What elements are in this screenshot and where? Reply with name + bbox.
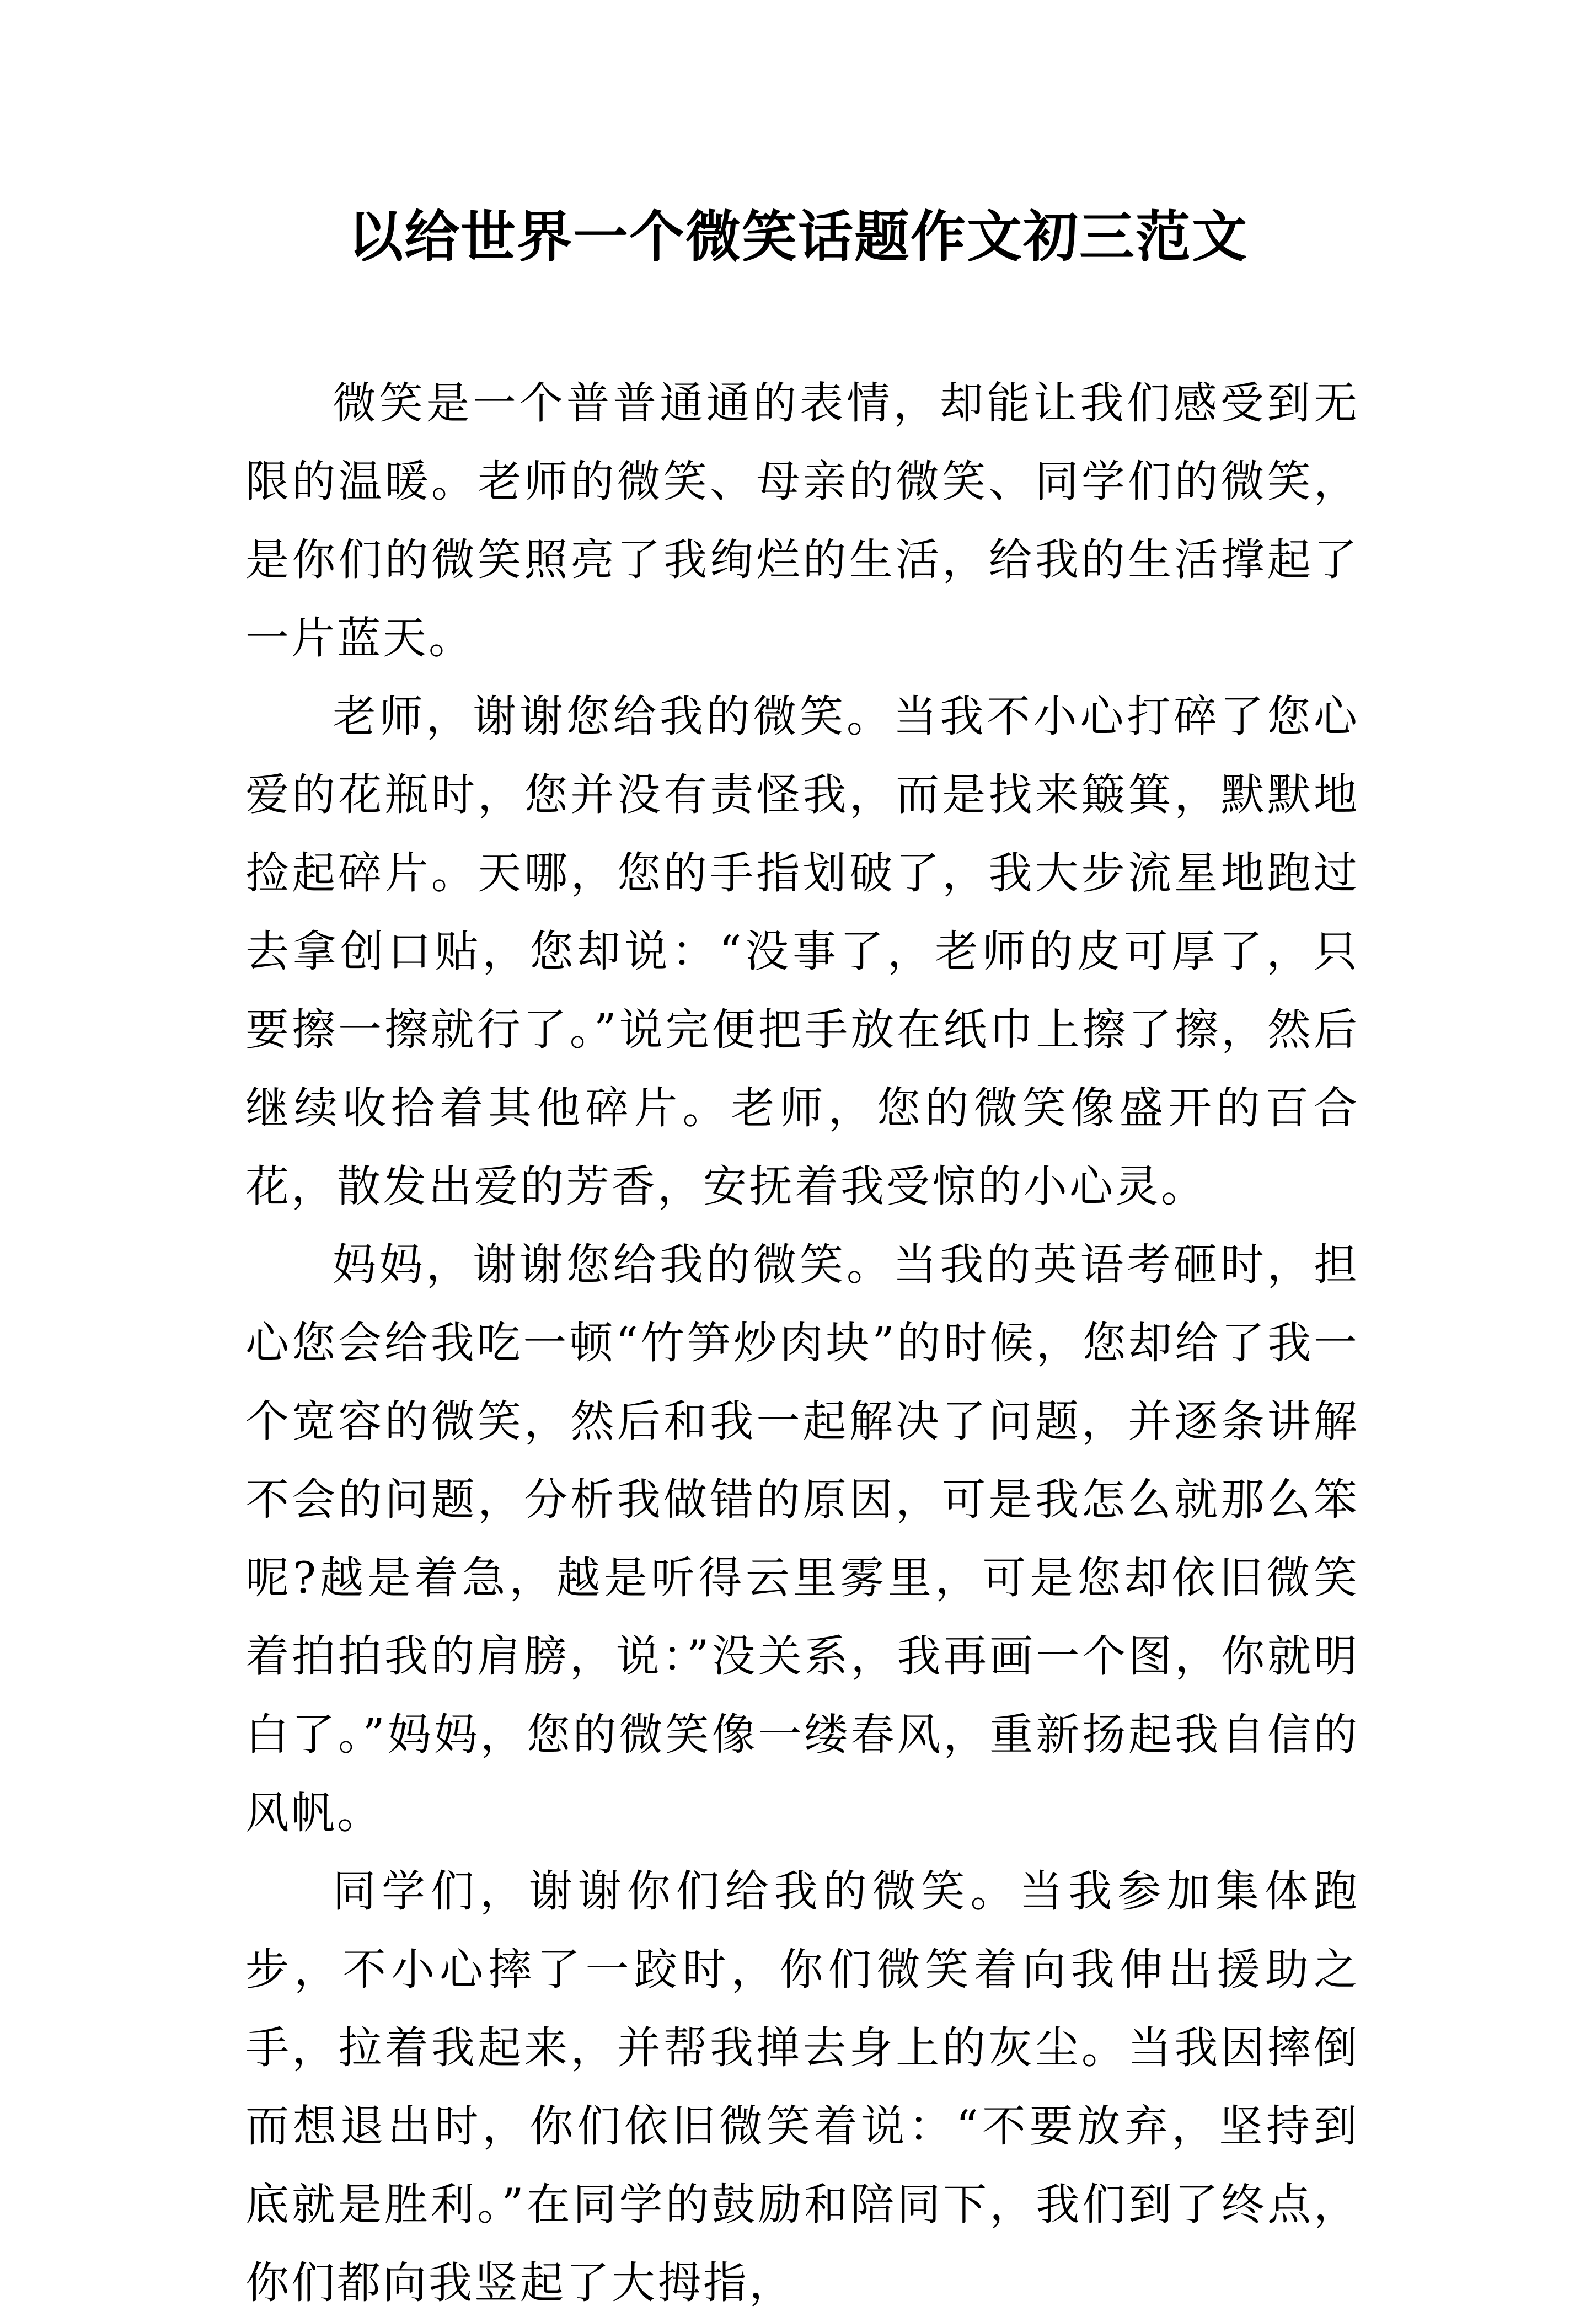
paragraph: 同学们，谢谢你们给我的微笑。当我参加集体跑步，不小心摔了一跤时，你们微笑着向我伸出援助之手，拉着我起来，并帮我掸去身上的灰尘。当我因摔倒而想退出时，你们依旧微笑着说：“不要放弃，坚持到底就是胜利。”在同学的鼓励和陪同下，我们到了终点，你们都向我竖起了大拇指， (245, 1866, 1359, 2308)
paragraph: 妈妈，谢谢您给我的微笑。当我的英语考砸时，担心您会给我吃一顿“竹笋炒肉块”的时候，您却给了我一个宽容的微笑，然后和我一起解决了问题，并逐条讲解不会的问题，分析我做错的原因，可是我怎么就那么笨呢?越是着急，越是听得云里雾里，可是您却依旧微笑着拍拍我的肩膀，说：”没关系，我再画一个图，你就明白了。”妈妈，您的微笑像一缕春风，重新扬起我自信的风帆。 (245, 1239, 1359, 1838)
document-title: 以给世界一个微笑话题作文初三范文 (348, 205, 1248, 269)
paragraph: 老师，谢谢您给我的微笑。当我不小心打碎了您心爱的花瓶时，您并没有责怪我，而是找来簸箕，默默地捡起碎片。天哪，您的手指划破了，我大步流星地跑过去拿创口贴，您却说：“没事了，老师的皮可厚了，只要擦一擦就行了。”说完便把手放在纸巾上擦了擦，然后继续收拾着其他碎片。老师，您的微笑像盛开的百合花，散发出爱的芳香，安抚着我受惊的小心灵。 (245, 691, 1359, 1212)
document-body (245, 364, 1359, 2322)
paragraph: 微笑是一个普普通通的表情，却能让我们感受到无限的温暖。老师的微笑、母亲的微笑、同学们的微笑，是你们的微笑照亮了我绚烂的生活，给我的生活撑起了一片蓝天。 (245, 378, 1359, 664)
